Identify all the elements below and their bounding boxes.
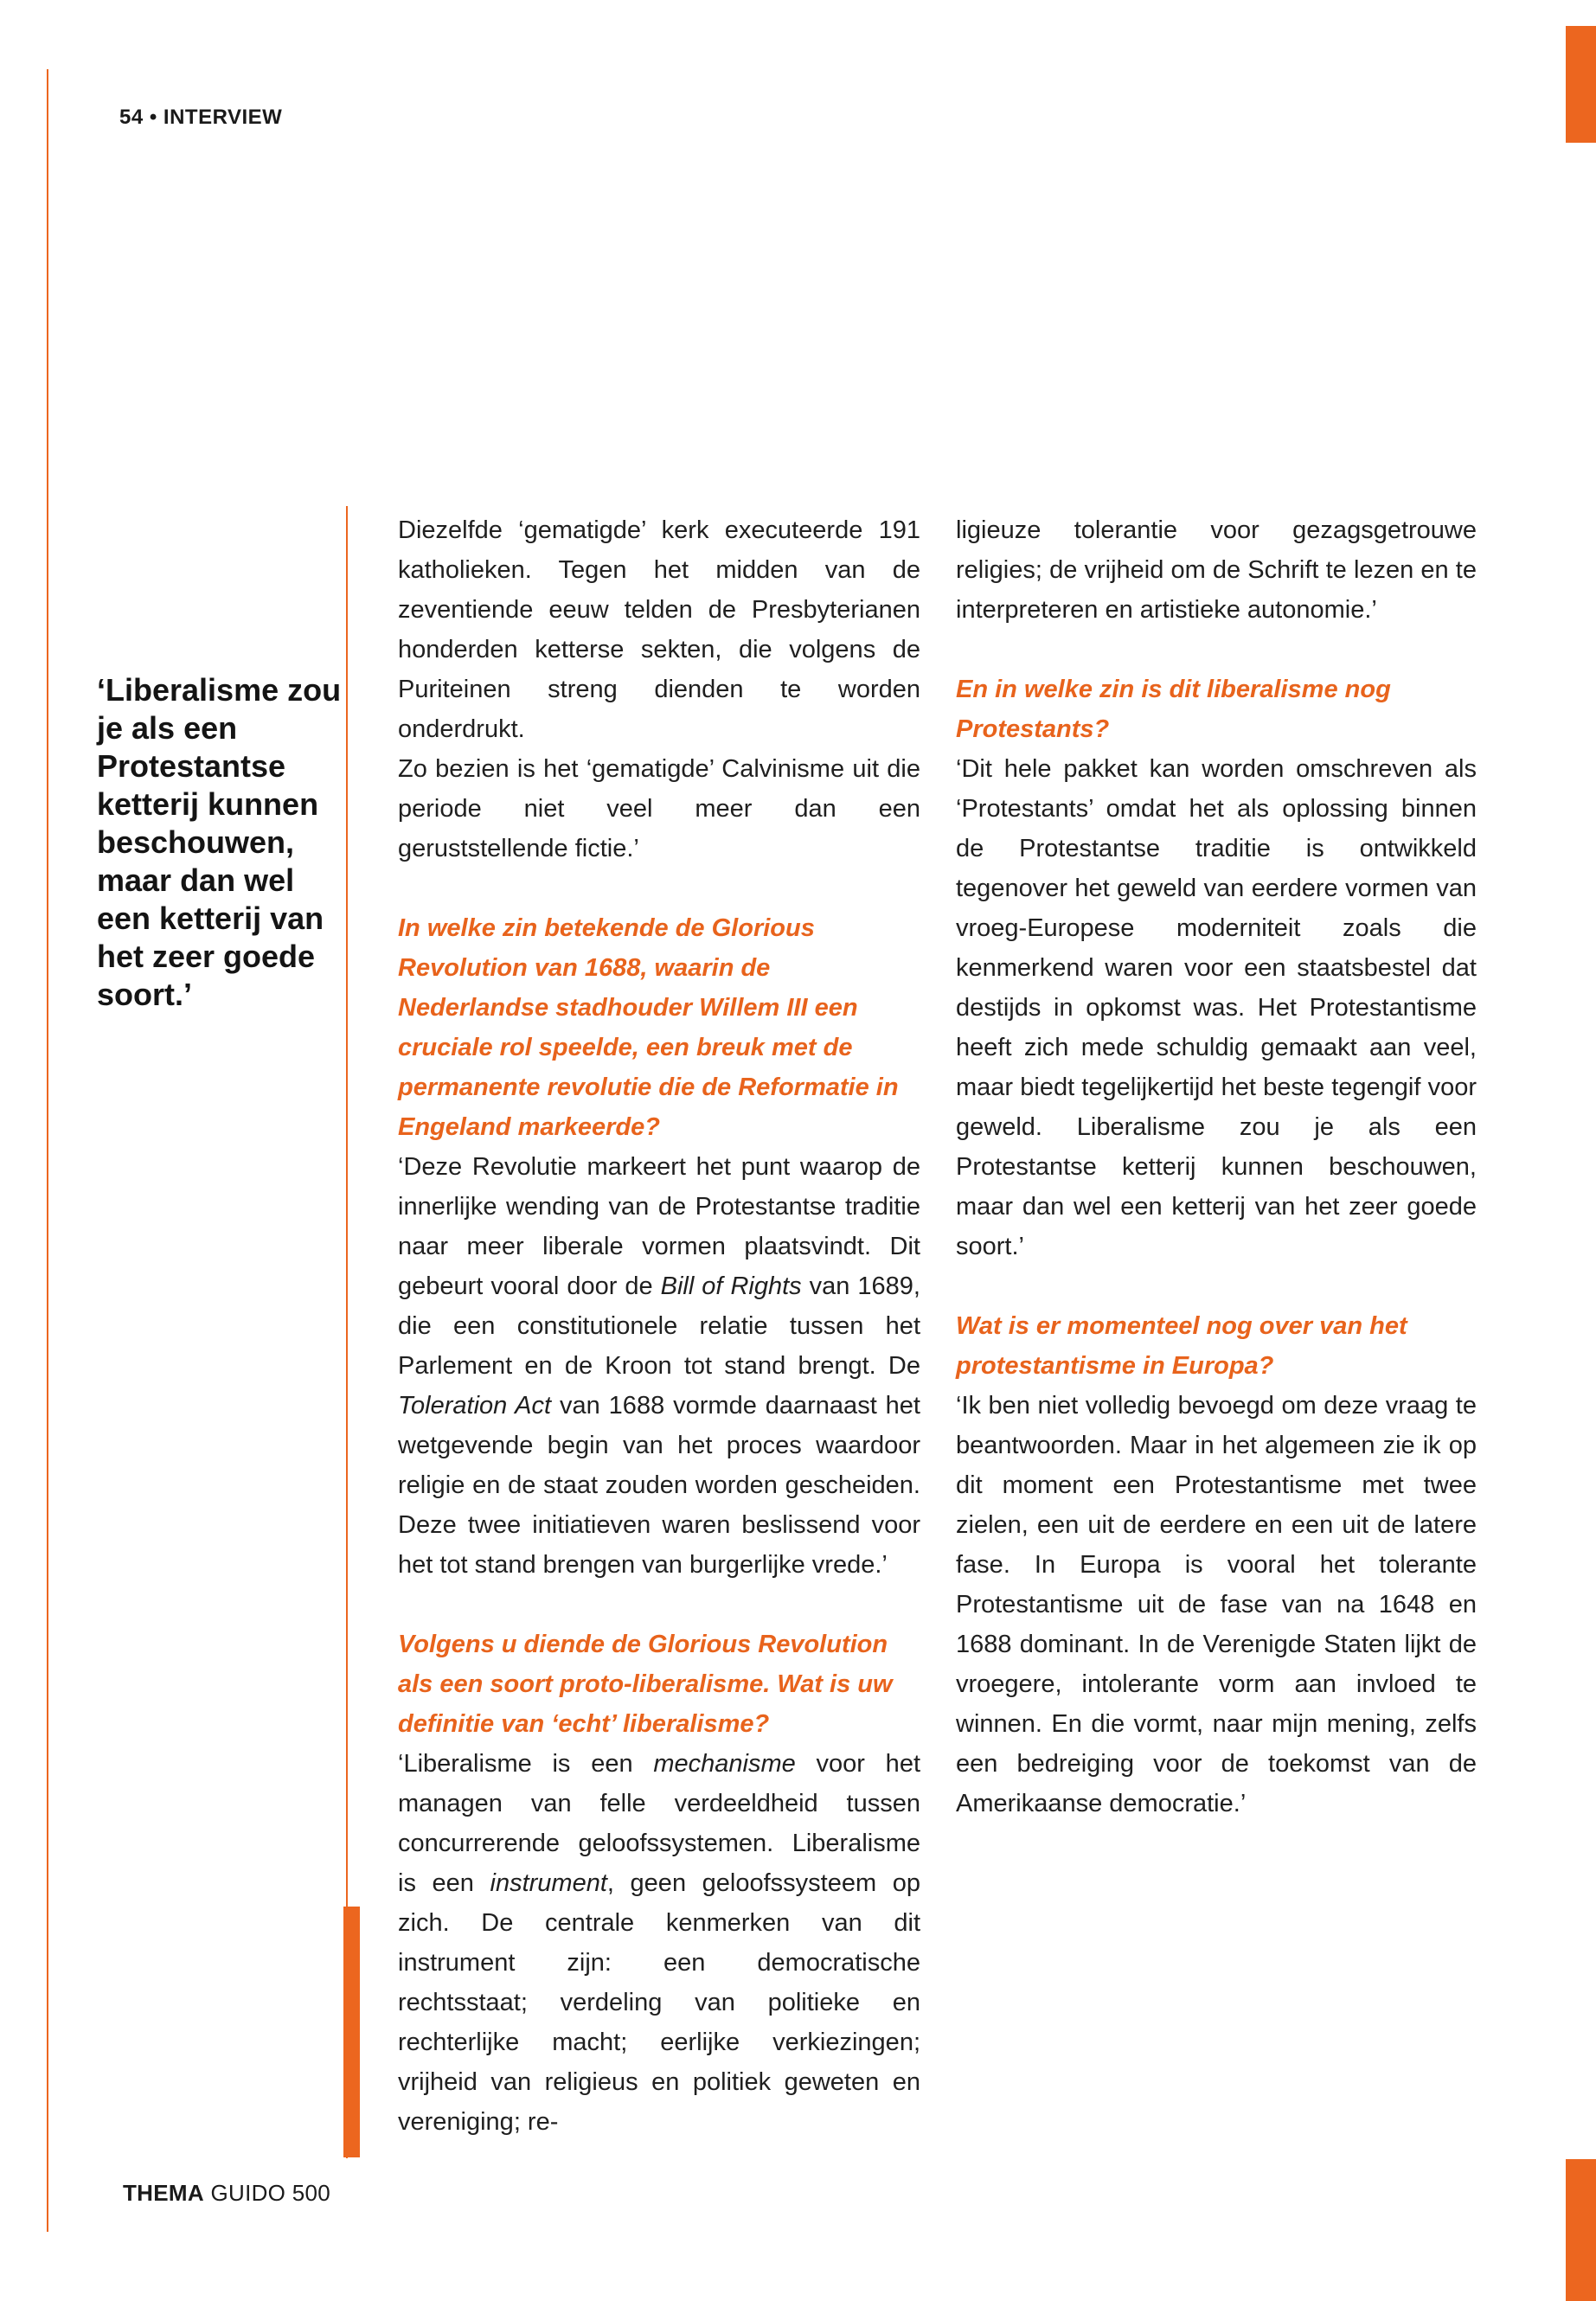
margin-rule — [47, 69, 48, 2232]
footer-issue: GUIDO 500 — [210, 2180, 330, 2206]
emphasis: Toleration Act — [398, 1392, 552, 1420]
edge-accent-bar-top — [1566, 26, 1596, 143]
emphasis: mechanisme — [653, 1750, 796, 1778]
paragraph: Diezelfde ‘gematigde’ kerk executeerde 191 katholieken. Tegen het midden van de zeventiende eeuw telden de Presbyterianen honderden ketterse sekten, die volgens de Puriteinen streng dienden te worden onderdrukt. — [398, 516, 920, 743]
column-rule-accent — [343, 1907, 360, 2157]
pull-quote: ‘Liberalisme zou je als een Protestantse ketterij kunnen beschouwen, maar dan wel een ketterij van het zeer goede soort.’ — [97, 672, 342, 1012]
emphasis: Bill of Rights — [660, 1272, 802, 1300]
interview-question: Volgens u diende de Glorious Revolution als een soort proto-liberalisme. Wat is uw definitie van ‘echt’ liberalisme? — [398, 1631, 893, 1738]
paragraph: Zo bezien is het ‘gematigde’ Calvinisme uit die periode niet veel meer dan een geruststellende fictie.’ — [398, 755, 920, 862]
answer-paragraph: ‘Liberalisme is een mechanisme voor het managen van felle verdeeldheid tussen concurrerende geloofssystemen. Liberalisme is een instrument, geen geloofssysteem op zich. De centrale kenmerken van dit instrument zijn: een democratische rechtsstaat; verdeling van politieke en rechterlijke macht; eerlijke verkiezingen; vrijheid van religieus en politiek geweten en vereniging; re- — [398, 1750, 920, 2136]
interview-question: In welke zin betekende de Glorious Revolution van 1688, waarin de Nederlandse stadhouder Willem III een cruciale rol speelde, een breuk met de permanente revolutie die de Reformatie in Engeland markeerde? — [398, 914, 899, 1141]
paragraph: ligieuze tolerantie voor gezagsgetrouwe religies; de vrijheid om de Schrift te lezen en te interpreteren en artistieke autonomie.’ — [956, 516, 1477, 624]
interview-question: En in welke zin is dit liberalisme nog Protestants? — [956, 676, 1391, 743]
answer-paragraph: ‘Deze Revolutie markeert het punt waarop de innerlijke wending van de Protestantse traditie naar meer liberale vormen plaatsvindt. Dit gebeurt vooral door de Bill of Rights van 1689, die een constitutionele relatie tussen het Parlement en de Kroon tot stand brengt. De Toleration Act van 1688 vormde daarnaast het wetgevende begin van het proces waardoor religie en de staat zouden worden gescheiden. Deze twee initiatieven waren beslissend voor het tot stand brengen van burgerlijke vrede.’ — [398, 1153, 920, 1579]
footer-magazine-title — [123, 2180, 330, 2207]
answer-paragraph: ‘Dit hele pakket kan worden omschreven als ‘Protestants’ omdat het als oplossing binnen de Protestantse traditie is ontwikkeld tegenover het geweld van eerdere vormen van vroeg-Europese moderniteit zoals die kenmerkend waren voor een staatsbestel dat destijds in opkomst was. Het Protestantisme heeft zich mede schuldig gemaakt aan veel, maar biedt tegelijkertijd het beste tegengif voor geweld. Liberalisme zou je als een Protestantse ketterij kunnen beschouwen, maar dan wel een ketterij van het zeer goede soort.’ — [956, 755, 1477, 1260]
body-column-right — [956, 510, 1477, 1823]
answer-paragraph: ‘Ik ben niet volledig bevoegd om deze vraag te beantwoorden. Maar in het algemeen zie ik op dit moment een Protestantisme met twee zielen, een uit de eerdere en een uit de latere fase. In Europa is vooral het tolerante Protestantisme uit de fase van na 1648 en 1688 dominant. In de Verenigde Staten lijkt de vroegere, intolerante vorm aan invloed te winnen. En die vormt, naar mijn mening, zelfs een bedreiging voor de toekomst van de Amerikaanse democratie.’ — [956, 1392, 1477, 1817]
emphasis: instrument — [490, 1869, 607, 1897]
interview-question: Wat is er momenteel nog over van het protestantisme in Europa? — [956, 1312, 1407, 1380]
edge-accent-bar-bottom — [1566, 2159, 1596, 2301]
running-head: 54 • INTERVIEW — [119, 106, 283, 129]
footer-brand: THEMA — [123, 2180, 204, 2206]
body-column-middle — [398, 510, 920, 2142]
